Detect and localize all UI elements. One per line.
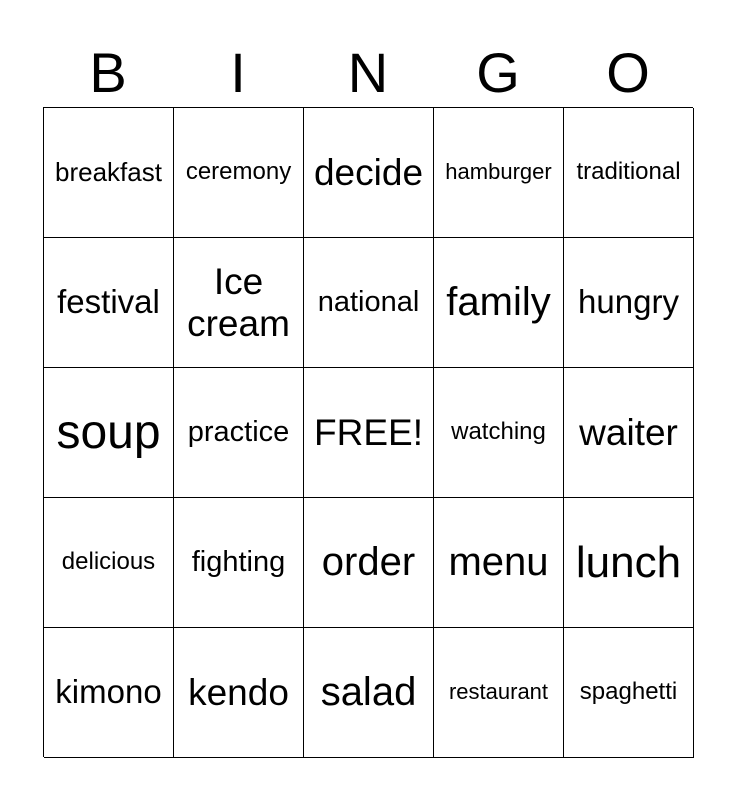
bingo-cell[interactable]: practice	[174, 368, 304, 498]
header-letter-g: G	[476, 41, 520, 104]
bingo-cell[interactable]: waiter	[564, 368, 694, 498]
bingo-cell[interactable]: fighting	[174, 498, 304, 628]
bingo-cell[interactable]: salad	[304, 628, 434, 758]
bingo-cell[interactable]: hungry	[564, 238, 694, 368]
bingo-cell[interactable]: kendo	[174, 628, 304, 758]
header-letter-b: B	[89, 41, 127, 104]
bingo-cell[interactable]: delicious	[44, 498, 174, 628]
bingo-cell[interactable]: national	[304, 238, 434, 368]
bingo-cell[interactable]: ceremony	[174, 108, 304, 238]
bingo-cell[interactable]: breakfast	[44, 108, 174, 238]
bingo-cell[interactable]: spaghetti	[564, 628, 694, 758]
bingo-cell[interactable]: decide	[304, 108, 434, 238]
bingo-cell[interactable]: family	[434, 238, 564, 368]
bingo-board	[43, 107, 693, 757]
bingo-cell[interactable]: Ice cream	[174, 238, 304, 368]
header-letter-n: N	[347, 41, 389, 104]
bingo-cell[interactable]: order	[304, 498, 434, 628]
bingo-cell[interactable]: menu	[434, 498, 564, 628]
bingo-cell[interactable]: traditional	[564, 108, 694, 238]
bingo-cell[interactable]: festival	[44, 238, 174, 368]
header-letter-i: I	[230, 41, 246, 104]
bingo-header	[43, 38, 693, 108]
bingo-cell[interactable]: watching	[434, 368, 564, 498]
header-letter-o: O	[606, 41, 650, 104]
bingo-cell[interactable]: hamburger	[434, 108, 564, 238]
free-space-cell[interactable]: FREE!	[304, 368, 434, 498]
bingo-cell[interactable]: kimono	[44, 628, 174, 758]
bingo-cell[interactable]: restaurant	[434, 628, 564, 758]
bingo-cell[interactable]: lunch	[564, 498, 694, 628]
bingo-cell[interactable]: soup	[44, 368, 174, 498]
